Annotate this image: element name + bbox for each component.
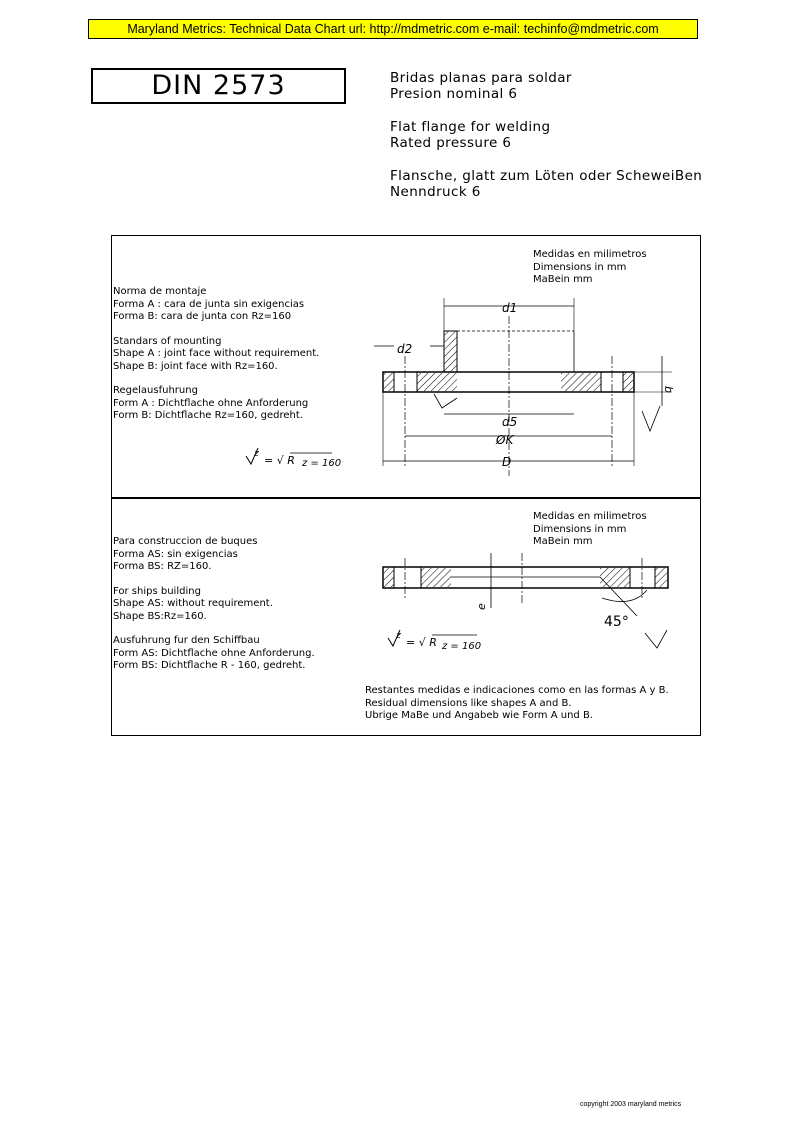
flange-drawing-top	[112, 236, 700, 498]
units-en: Dimensions in mm	[533, 261, 627, 273]
title-spanish	[390, 70, 702, 102]
ships-de-title: Ausfuhrung fur den Schiffbau	[113, 635, 260, 646]
mounting-en-b: Shape B: joint face with Rz=160.	[113, 360, 278, 372]
ships-en-b: Shape BS:Rz=160.	[113, 610, 207, 622]
ships-en-a: Shape AS: without requirement.	[113, 598, 273, 609]
units-es: Medidas en milimetros	[533, 249, 647, 260]
mounting-es-a: Forma A : cara de junta sin exigencias	[113, 298, 305, 310]
title-de-line2: Nenndruck 6	[390, 184, 481, 200]
mounting-de-a: Form A : Dichtflache ohne Anforderung	[113, 397, 309, 409]
residual-note	[365, 685, 669, 723]
mounting-de-b: Form B: Dichtflache Rz=160, gedreht.	[113, 410, 303, 421]
angle-45: 45°	[604, 614, 629, 630]
units-es-b: Medidas en milimetros	[533, 511, 647, 522]
title-block	[390, 70, 702, 217]
mounting-es-b: Forma B: cara de junta con Rz=160	[113, 311, 292, 322]
ships-panel	[111, 497, 701, 736]
mounting-panel	[111, 235, 701, 499]
title-es-line2: Presion nominal 6	[390, 86, 518, 102]
title-de-line1: Flansche, glatt zum Löten oder ScheweiBen	[390, 168, 703, 184]
dim-k: ØK	[496, 433, 514, 447]
residual-de: Ubrige MaBe und Angabeb wie Form A und B.	[365, 710, 593, 721]
mounting-en-title: Standars of mounting	[113, 335, 222, 347]
title-es-line1: Bridas planas para soldar	[390, 70, 572, 86]
units-de-b: MaBein mm	[533, 536, 593, 547]
residual-en: Residual dimensions like shapes A and B.	[365, 697, 572, 709]
ships-de-b: Form BS: Dichtflache R - 160, gedreht.	[113, 660, 306, 671]
title-en-line1: Flat flange for welding	[390, 119, 551, 135]
roughness-eq-bottom: = √ R	[406, 636, 437, 649]
mounting-de-title: Regelausfuhrung	[113, 385, 198, 396]
units-en-b: Dimensions in mm	[533, 523, 627, 535]
ships-es-title: Para construccion de buques	[113, 536, 258, 547]
dim-d: D	[502, 455, 512, 469]
roughness-value-bottom: z = 160	[442, 641, 482, 652]
dim-d2: d2	[397, 342, 413, 356]
roughness-value-top: z = 160	[302, 458, 342, 469]
copyright: copyright 2003 maryland metrics	[580, 1101, 682, 1108]
title-en-line2: Rated pressure 6	[390, 135, 512, 151]
ships-de-a: Form AS: Dichtflache ohne Anforderung.	[113, 647, 315, 659]
ships-es-b: Forma BS: RZ=160.	[113, 561, 212, 572]
ships-en-title: For ships building	[113, 585, 201, 597]
mounting-en-a: Shape A : joint face without requirement.	[113, 348, 320, 359]
roughness-eq-top: = √ R	[264, 454, 295, 467]
units-de: MaBein mm	[533, 274, 593, 285]
roughness-z-top: z	[254, 449, 259, 459]
mounting-es-title: Norma de montaje	[113, 286, 207, 297]
pipe-wall-left	[444, 331, 457, 372]
dim-d5: d5	[502, 415, 518, 429]
residual-es: Restantes medidas e indicaciones como en las formas A y B.	[365, 685, 669, 696]
header-banner: Maryland Metrics: Technical Data Chart url: http://mdmetric.com e-mail: techinfo@mdmetric.com	[88, 19, 698, 39]
title-german	[390, 168, 702, 200]
dim-e: e	[475, 603, 488, 610]
ships-es-a: Forma AS: sin exigencias	[113, 548, 238, 560]
title-english	[390, 119, 702, 151]
roughness-z-bottom: z	[396, 631, 401, 641]
dim-d1: d1	[502, 301, 518, 315]
dim-b: b	[662, 386, 675, 393]
standard-title: DIN 2573	[91, 68, 346, 104]
